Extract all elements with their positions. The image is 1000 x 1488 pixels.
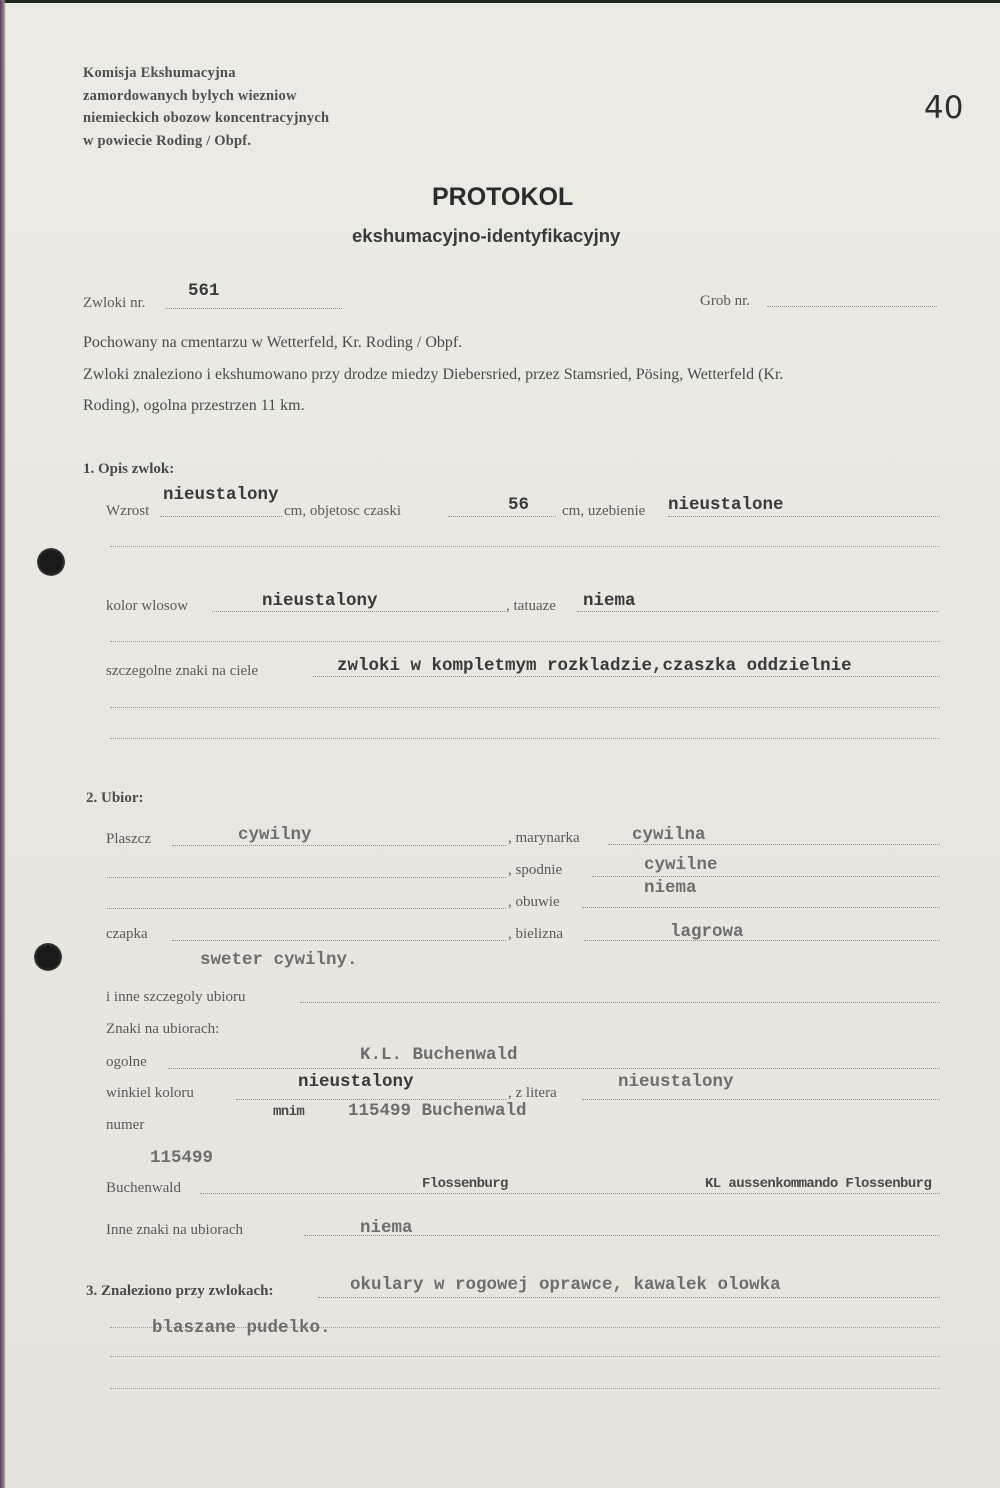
crossed-out-text-1: Flossenburg [422, 1176, 508, 1192]
punch-hole-upper [37, 548, 65, 576]
hair-color-value: nieustalony [262, 591, 378, 611]
left-edge [0, 0, 6, 1488]
underwear-value: lagrowa [670, 922, 744, 942]
tattoo-label: , tatuaze [506, 598, 556, 614]
jacket-value: cywilna [632, 825, 706, 845]
commission-line-4: w powiecie Roding / Obpf. [83, 132, 252, 149]
trousers-label: , spodnie [508, 862, 563, 878]
number-prefix-typo: mnim [273, 1104, 305, 1120]
section2-heading: 2. Ubior: [86, 790, 144, 806]
found-items-line [318, 1297, 940, 1298]
number-repeat-value: 115499 [150, 1148, 214, 1168]
blank-line [110, 641, 940, 642]
found-items-value-1: okulary w rogowej oprawce, kawalek olowka [350, 1275, 781, 1295]
trousers-value: cywilne [644, 855, 718, 875]
general-marks-value: K.L. Buchenwald [360, 1045, 518, 1065]
jacket-label: , marynarka [508, 830, 580, 846]
number-value: 115499 Buchenwald [348, 1101, 527, 1121]
other-clothing-label: i inne szczegoly ubioru [106, 989, 246, 1005]
grave-number-label: Grob nr. [700, 293, 750, 309]
blank-line [110, 546, 940, 547]
height-line [160, 516, 282, 517]
grave-number-line [767, 306, 937, 307]
found-location-text-2: Roding), ogolna przestrzen 11 km. [83, 397, 305, 414]
letter-value: nieustalony [618, 1072, 734, 1092]
section1-heading: 1. Opis zwlok: [83, 461, 175, 477]
other-clothing-marks-label: Inne znaki na ubiorach [106, 1222, 244, 1238]
burial-place-text: Pochowany na cmentarzu w Wetterfeld, Kr. Roding / Obpf. [83, 334, 463, 351]
body-marks-line [313, 676, 940, 677]
letter-label: , z litera [508, 1085, 557, 1101]
top-edge [0, 0, 1000, 3]
trousers-line [592, 876, 940, 877]
height-value: nieustalony [163, 485, 279, 505]
blank-line [107, 877, 506, 878]
underwear-line [584, 940, 940, 941]
other-clothing-line [300, 1002, 940, 1003]
section3-heading: 3. Znaleziono przy zwlokach: [86, 1283, 274, 1299]
body-marks-label: szczegolne znaki na ciele [106, 663, 258, 679]
teeth-value: nieustalone [668, 495, 784, 515]
height-label: Wzrost [106, 503, 150, 519]
skull-value: 56 [508, 495, 530, 515]
commission-line-1: Komisja Ekshumacyjna [83, 65, 236, 81]
clothing-marks-heading: Znaki na ubiorach: [106, 1021, 220, 1037]
triangle-color-label: winkiel koloru [106, 1085, 194, 1101]
coat-label: Plaszcz [106, 831, 151, 847]
page-title: PROTOKOL [432, 183, 574, 211]
body-number-label: Zwloki nr. [83, 295, 146, 311]
skull-line [448, 516, 556, 517]
triangle-color-line [236, 1099, 506, 1100]
hair-color-line [212, 611, 505, 612]
body-marks-value: zwloki w kompletmym rozkladzie,czaszka oddzielnie [337, 656, 852, 676]
blank-line [110, 1356, 940, 1357]
underwear-label: , bielizna [508, 926, 563, 942]
cap-line [172, 940, 506, 941]
shoes-value: niema [644, 878, 697, 898]
blank-line [110, 738, 940, 739]
shoes-line [582, 907, 940, 908]
blank-line [107, 908, 506, 909]
body-number-line [165, 308, 342, 309]
sweater-value: sweter cywilny. [200, 950, 358, 970]
page-number: 40 [924, 90, 964, 126]
shoes-label: , obuwie [508, 894, 560, 910]
teeth-line [668, 516, 940, 517]
letter-line [582, 1099, 940, 1100]
body-number-value: 561 [188, 281, 220, 301]
coat-line [172, 845, 506, 846]
height-unit-skull-label: cm, objetosc czaski [284, 503, 402, 519]
tattoo-value: niema [583, 591, 636, 611]
commission-line-3: niemieckich obozow koncentracyjnych [83, 110, 330, 126]
general-marks-line [168, 1068, 940, 1069]
cap-label: czapka [106, 926, 148, 942]
found-location-text-1: Zwloki znaleziono i ekshumowano przy drodze miedzy Diebersried, przez Stamsried, Pösing, Wetterfeld (Kr. [83, 366, 784, 383]
found-items-value-2: blaszane pudelko. [152, 1318, 331, 1338]
hair-color-label: kolor wlosow [106, 598, 189, 614]
camp-line [200, 1193, 940, 1194]
number-label: numer [106, 1117, 145, 1133]
blank-line [110, 707, 940, 708]
commission-line-2: zamordowanych bylych wiezniow [83, 87, 297, 104]
tattoo-line [577, 611, 939, 612]
crossed-out-text-2: KL aussenkommando Flossenburg [705, 1176, 932, 1192]
camp-label: Buchenwald [106, 1180, 181, 1196]
commission-header [83, 62, 329, 152]
blank-line [110, 1388, 940, 1389]
other-clothing-marks-value: niema [360, 1218, 413, 1238]
triangle-color-value: nieustalony [298, 1072, 414, 1092]
punch-hole-lower [34, 943, 62, 971]
general-marks-label: ogolne [106, 1054, 147, 1070]
skull-unit-teeth-label: cm, uzebienie [562, 503, 646, 519]
coat-value: cywilny [238, 825, 312, 845]
page-subtitle: ekshumacyjno-identyfikacyjny [352, 225, 621, 246]
